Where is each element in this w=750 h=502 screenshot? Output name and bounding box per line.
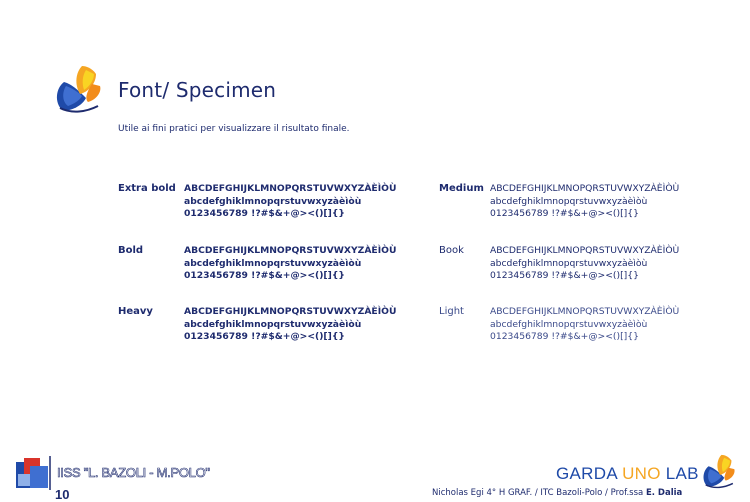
specimen-numerals: 0123456789 !?#$&+@><()[]{} <box>490 270 639 281</box>
brand-part-lab: LAB <box>665 464 699 483</box>
specimen-numerals: 0123456789 !?#$&+@><()[]{} <box>184 270 345 281</box>
specimen-label: Heavy <box>118 306 153 317</box>
specimen-lowercase: abcdefghiklmnopqrstuvwxyzàèìòù <box>184 195 362 207</box>
credits-text: Nicholas Egi 4° H GRAF. / ITC Bazoli-Polo / Prof.ssa <box>432 488 644 498</box>
specimen-sample <box>184 183 396 221</box>
brand-logotype <box>556 464 699 484</box>
specimen-label: Bold <box>118 245 144 256</box>
specimen-lowercase: abcdefghiklmnopqrstuvwxyzàèìòù <box>490 195 648 207</box>
specimen-uppercase: ABCDEFGHIJKLMNOPQRSTUVWXYZÀÈÌÒÙ <box>184 245 397 256</box>
specimen-label: Medium <box>439 183 484 194</box>
specimen-sample <box>490 183 679 221</box>
specimen-lowercase: abcdefghiklmnopqrstuvwxyzàèìòù <box>490 257 648 269</box>
butterfly-logo-icon <box>700 452 740 492</box>
specimen-uppercase: ABCDEFGHIJKLMNOPQRSTUVWXYZÀÈÌÒÙ <box>490 245 680 256</box>
specimen-label: Light <box>439 306 464 317</box>
specimen-uppercase: ABCDEFGHIJKLMNOPQRSTUVWXYZÀÈÌÒÙ <box>490 183 680 194</box>
specimen-numerals: 0123456789 !?#$&+@><()[]{} <box>184 208 345 219</box>
specimen-label: Book <box>439 245 464 256</box>
specimen-sample <box>184 245 396 283</box>
school-logo-icon <box>14 456 52 490</box>
butterfly-logo-icon <box>52 62 108 118</box>
page-number: 10 <box>55 487 70 502</box>
specimen-sample <box>490 245 679 283</box>
brand-part-uno: UNO <box>622 464 661 483</box>
page-subtitle: Utile ai fini pratici per visualizzare il risultato finale. <box>118 124 350 134</box>
specimen-lowercase: abcdefghiklmnopqrstuvwxyzàèìòù <box>184 257 362 269</box>
credits-teacher: E. Dalia <box>645 488 683 498</box>
specimen-sample <box>490 306 679 344</box>
page-title: Font/ Specimen <box>118 78 277 102</box>
specimen-numerals: 0123456789 !?#$&+@><()[]{} <box>184 331 345 342</box>
credits <box>432 488 682 498</box>
specimen-uppercase: ABCDEFGHIJKLMNOPQRSTUVWXYZÀÈÌÒÙ <box>184 183 397 194</box>
specimen-numerals: 0123456789 !?#$&+@><()[]{} <box>490 208 639 219</box>
specimen-numerals: 0123456789 !?#$&+@><()[]{} <box>490 331 639 342</box>
specimen-uppercase: ABCDEFGHIJKLMNOPQRSTUVWXYZÀÈÌÒÙ <box>184 306 397 317</box>
specimen-sample <box>184 306 396 344</box>
specimen-label: Extra bold <box>118 183 176 194</box>
specimen-uppercase: ABCDEFGHIJKLMNOPQRSTUVWXYZÀÈÌÒÙ <box>490 306 680 317</box>
school-name: IISS "L. BAZOLI - M.POLO" <box>57 465 210 480</box>
specimen-lowercase: abcdefghiklmnopqrstuvwxyzàèìòù <box>490 318 648 330</box>
brand-part-garda: GARDA <box>556 464 618 483</box>
specimen-lowercase: abcdefghiklmnopqrstuvwxyzàèìòù <box>184 318 362 330</box>
